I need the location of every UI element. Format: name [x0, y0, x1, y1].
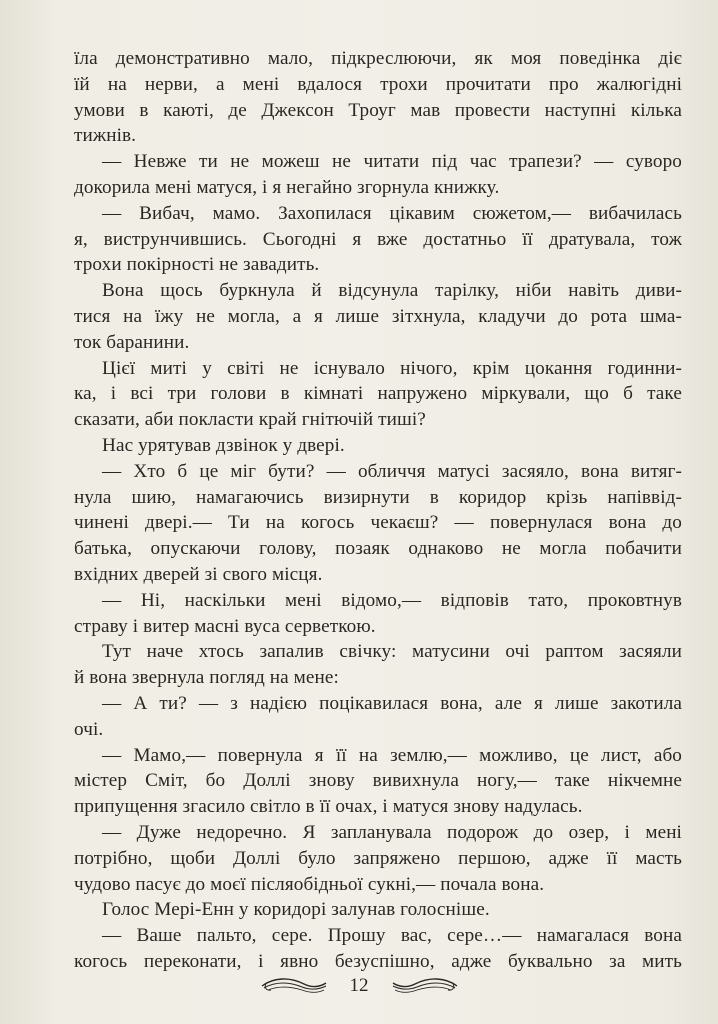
page-footer — [0, 966, 718, 1006]
text-line: батька, опускаючи голову, позаяк однаково не могла побачити — [74, 538, 682, 560]
text-line: умови в каюті, де Джексон Троуг мав провести наступні кілька — [74, 99, 682, 121]
text-line: містер Сміт, бо Доллі знову вивихнула ногу,— таке нікчемне — [74, 770, 682, 792]
flourish-left-icon — [260, 975, 328, 997]
text-line: нула шию, намагаючись визирнути в коридор крізь напіввід- — [74, 486, 682, 508]
text-line: — Дуже недоречно. Я запланувала подорож до озер, і мені — [102, 821, 682, 843]
body-text — [74, 46, 682, 975]
text-line: чудово пасує до моєї післяобідньої сукні,— почала вона. — [74, 873, 545, 895]
text-line: вхідних дверей зі свого місця. — [74, 563, 323, 585]
text-line: їй на нерви, а мені вдалося трохи прочитати про жалюгідні — [74, 73, 682, 95]
text-line: — Невже ти не можеш не читати під час трапези? — суворо — [102, 151, 682, 173]
text-line: — Мамо,— повернула я її на землю,— можливо, це лист, або — [102, 744, 682, 766]
text-line: сказати, аби покласти край гнітючій тиші? — [74, 409, 426, 431]
text-line: — Ні, наскільки мені відомо,— відповів тато, проковтнув — [102, 589, 682, 611]
text-line: докорила мені матуся, і я негайно згорнула книжку. — [74, 176, 500, 198]
text-line: трохи покірності не завадить. — [74, 254, 320, 276]
text-line: чинені двері.— Ти на когось чекаєш? — повернулася вона до — [74, 512, 682, 534]
text-line: — Хто б це міг бути? — обличчя матусі засяяло, вона витяг- — [102, 460, 682, 482]
text-line: — Вибач, мамо. Захопилася цікавим сюжетом,— вибачилась — [102, 202, 682, 224]
text-line: я, виструнчившись. Сьогодні я вже достатньо її дратувала, тож — [74, 228, 682, 250]
text-line: Тут наче хтось запалив свічку: матусини очі раптом засяяли — [102, 641, 682, 663]
text-line: ка, і всі три голови в кімнаті напружено міркували, що б таке — [74, 383, 682, 405]
text-line: припущення згасило світло в її очах, і матуся знову надулась. — [74, 796, 583, 818]
text-line: очі. — [74, 718, 104, 740]
page-number: 12 — [349, 975, 369, 996]
text-line: когось переконати, і явно безуспішно, адже буквально за мить — [74, 950, 682, 972]
text-line: Нас урятував дзвінок у двері. — [102, 434, 345, 456]
text-line: їла демонстративно мало, підкреслюючи, як моя поведінка діє — [74, 48, 682, 69]
text-line: — А ти? — з надією поцікавилася вона, але я лише закотила — [102, 692, 682, 714]
text-line: й вона звернула погляд на мене: — [74, 667, 339, 689]
text-line: Вона щось буркнула й відсунула тарілку, ніби навіть диви- — [102, 280, 682, 302]
text-line: ток баранини. — [74, 331, 190, 353]
text-line: тижнів. — [74, 125, 137, 147]
text-line: страву і витер масні вуса серветкою. — [74, 615, 376, 637]
text-line: Голос Мері-Енн у коридорі залунав голосніше. — [102, 899, 490, 921]
text-line: тися на їжу не могла, а я лише зітхнула, кладучи до рота шма- — [74, 305, 682, 327]
text-line: потрібно, щоби Доллі було запряжено першою, адже її масть — [74, 847, 682, 869]
flourish-right-icon — [391, 975, 459, 997]
text-line: — Ваше пальто, сере. Прошу вас, сере…— намагалася вона — [102, 925, 682, 947]
text-line: Цієї миті у світі не існувало нічого, крім цокання годинни- — [102, 357, 682, 379]
